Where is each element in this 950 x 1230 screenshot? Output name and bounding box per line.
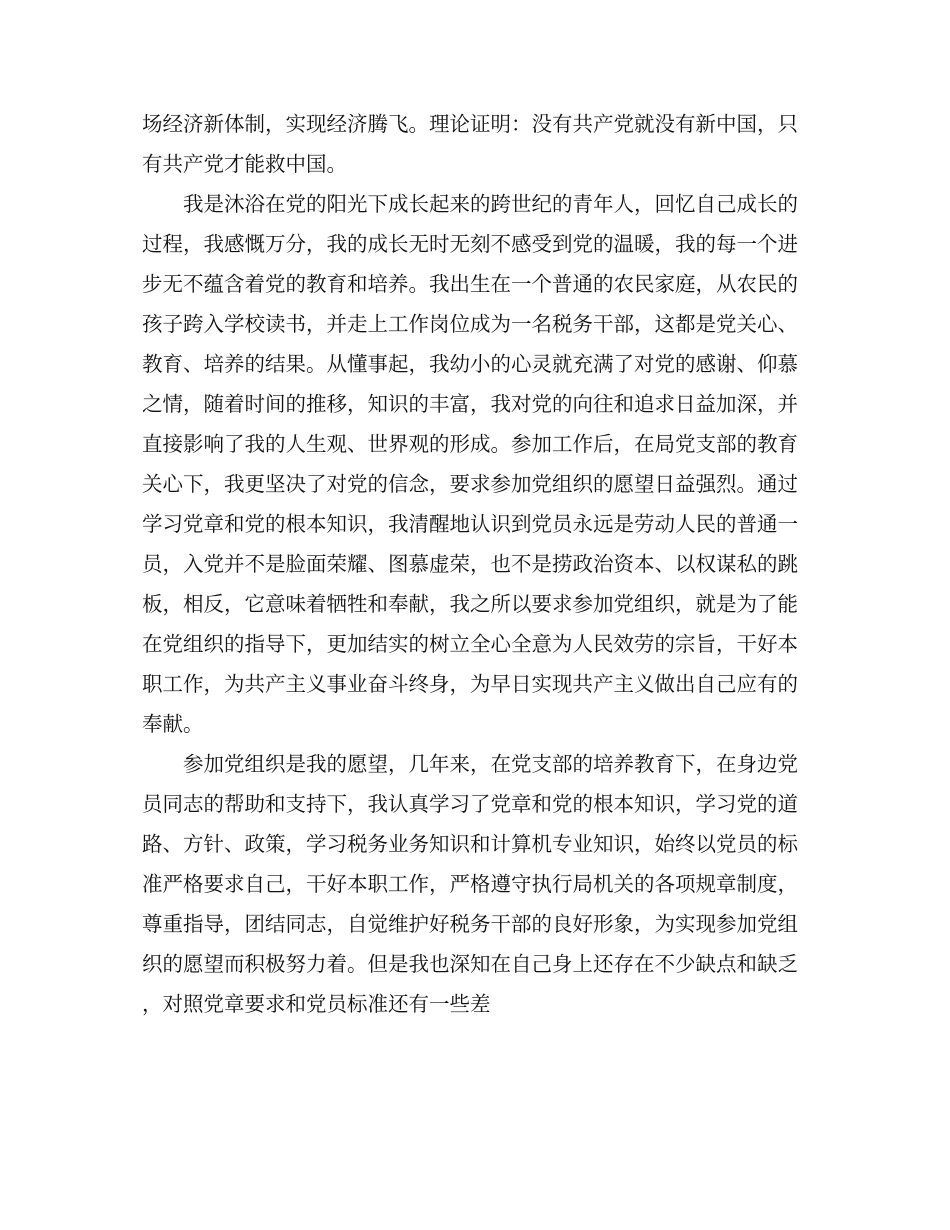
paragraph-party-aspiration: 参加党组织是我的愿望，几年来，在党支部的培养教育下，在身边党员同志的帮助和支持下，我认真学习了党章和党的根本知识，学习党的道路、方针、政策，学习税务业务知识和计算机专业知识，始终以党员的标准严格要求自己，干好本职工作，严格遵守执行局机关的各项规章制度，尊重指导，团结同志，自觉维护好税务干部的良好形象，为实现参加党组织的愿望而积极努力着。但是我也深知在自己身上还存在不少缺点和缺乏，对照党章要求和党员标准还有一些差 xyxy=(142,752,798,1016)
paragraph-continuation: 场经济新体制，实现经济腾飞。理论证明：没有共产党就没有新中国，只有共产党才能救中国。 xyxy=(142,112,798,176)
document-body xyxy=(142,104,798,1024)
paragraph-personal-growth: 我是沐浴在党的阳光下成长起来的跨世纪的青年人，回忆自己成长的过程，我感慨万分，我的成长无时无刻不感受到党的温暖，我的每一个进步无不蕴含着党的教育和培养。我出生在一个普通的农民家庭，从农民的孩子跨入学校读书，并走上工作岗位成为一名税务干部，这都是党关心、教育、培养的结果。从懂事起，我幼小的心灵就充满了对党的感谢、仰慕之情，随着时间的推移，知识的丰富，我对党的向往和追求日益加深，并直接影响了我的人生观、世界观的形成。参加工作后，在局党支部的教育关心下，我更坚决了对党的信念，要求参加党组织的愿望日益强烈。通过学习党章和党的根本知识，我清醒地认识到党员永远是劳动人民的普通一员，入党并不是脸面荣耀、图慕虚荣，也不是捞政治资本、以权谋私的跳板，相反，它意味着牺牲和奉献，我之所以要求参加党组织，就是为了能在党组织的指导下，更加结实的树立全心全意为人民效劳的宗旨，干好本职工作，为共产主义事业奋斗终身，为早日实现共产主义做出自己应有的奉献。 xyxy=(142,192,798,736)
